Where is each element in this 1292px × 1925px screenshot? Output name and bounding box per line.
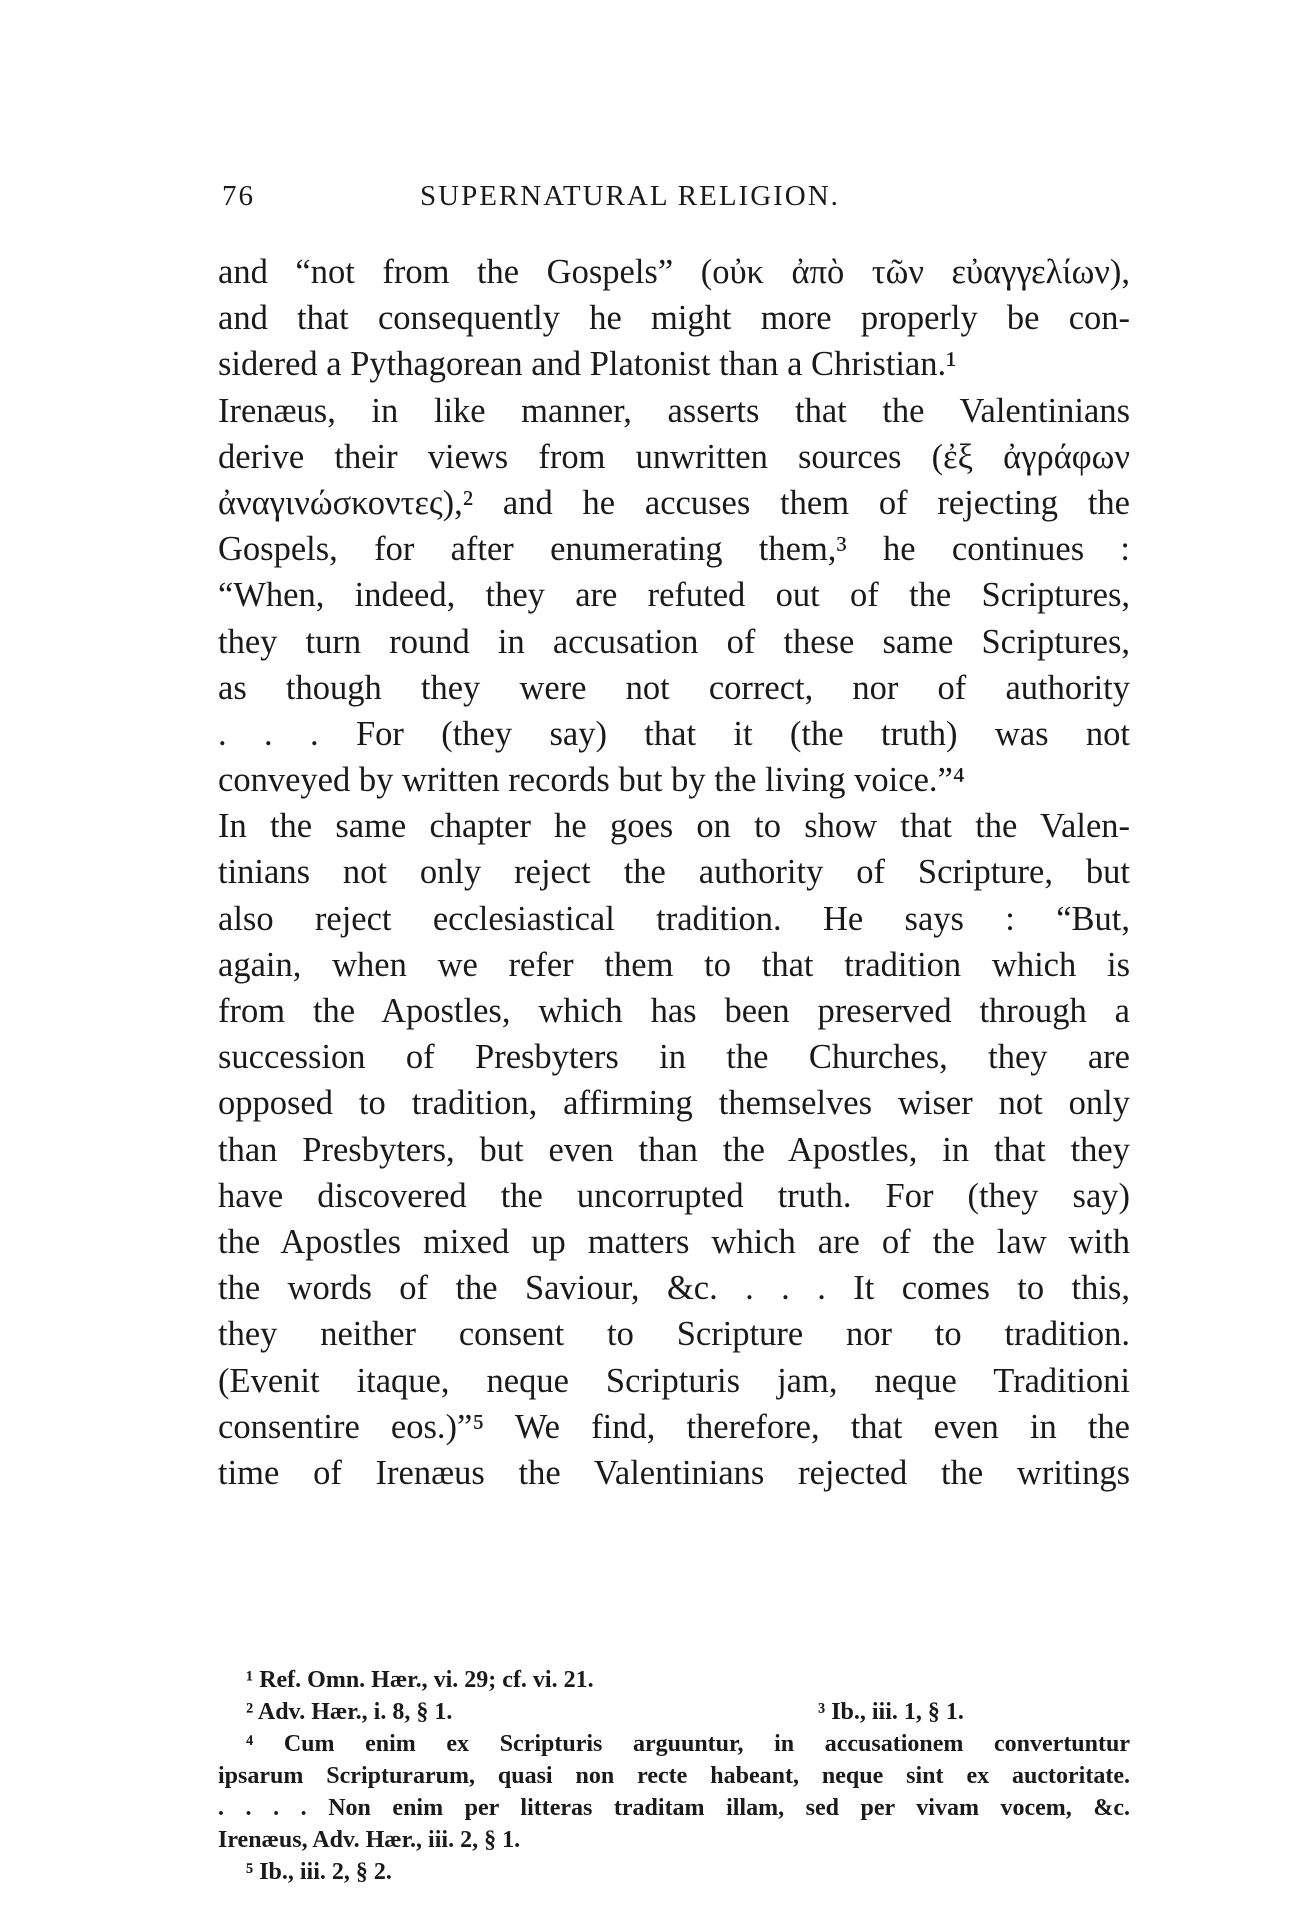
footnote-3: ³ Ib., iii. 1, § 1. — [818, 1699, 964, 1725]
text-line: “When, indeed, they are refuted out of the Scriptures, — [218, 576, 1130, 615]
text-line: and “not from the Gospels” (οὐκ ἀπὸ τῶν εὐαγγελίων), — [218, 253, 1130, 291]
text-line: also reject ecclesiastical tradition. He says : “But, — [218, 899, 1130, 938]
text-line: Irenæus, in like manner, asserts that the Valentinians — [218, 391, 1130, 430]
footnote-1: ¹ Ref. Omn. Hær., vi. 29; cf. vi. 21. — [246, 1667, 594, 1693]
text-line: they turn round in accusation of these same Scriptures, — [218, 622, 1130, 661]
footnote-5: ⁵ Ib., iii. 2, § 2. — [246, 1859, 392, 1885]
text-line: derive their views from unwritten sources (ἐξ ἀγράφων — [218, 437, 1130, 476]
text-line: and that consequently he might more properly be con- — [218, 299, 1130, 338]
text-line: have discovered the uncorrupted truth. For (they say) — [218, 1176, 1130, 1215]
text-line: Gospels, for after enumerating them,³ he continues : — [218, 530, 1130, 569]
text-line: time of Irenæus the Valentinians rejected the writings — [218, 1453, 1130, 1492]
footnote-row — [218, 1696, 1130, 1728]
running-head: SUPERNATURAL RELIGION. — [420, 180, 840, 212]
text-line: sidered a Pythagorean and Platonist than a Christian.¹ — [218, 345, 957, 384]
page-header — [222, 180, 1122, 220]
text-line: the words of the Saviour, &c. . . . It comes to this, — [218, 1269, 1130, 1308]
footnote-4-continued: ipsarum Scripturarum, quasi non recte habeant, neque sint ex auctoritate. — [218, 1763, 1130, 1789]
text-line: than Presbyters, but even than the Apostles, in that they — [218, 1130, 1130, 1169]
text-line: opposed to tradition, affirming themselves wiser not only — [218, 1084, 1130, 1123]
text-line: . . . For (they say) that it (the truth) was not — [218, 714, 1130, 753]
footnote-4: ⁴ Cum enim ex Scripturis arguuntur, in accusationem convertuntur — [246, 1731, 1130, 1757]
footnotes — [218, 1664, 1130, 1888]
text-line: conveyed by written records but by the living voice.”⁴ — [218, 761, 965, 800]
page-number: 76 — [222, 180, 255, 212]
text-line: from the Apostles, which has been preserved through a — [218, 992, 1130, 1030]
text-line: ἀναγινώσκοντες),² and he accuses them of rejecting the — [218, 483, 1130, 522]
text-line: consentire eos.)”⁵ We find, therefore, that even in the — [218, 1407, 1130, 1446]
text-line: (Evenit itaque, neque Scripturis jam, neque Traditioni — [218, 1361, 1130, 1400]
body-text — [218, 249, 1130, 1496]
text-line: tinians not only reject the authority of Scripture, but — [218, 853, 1130, 892]
footnote-4-continued: Irenæus, Adv. Hær., iii. 2, § 1. — [218, 1827, 521, 1853]
text-line: In the same chapter he goes on to show that the Valen- — [218, 807, 1130, 846]
text-line: as though they were not correct, nor of authority — [218, 668, 1130, 707]
text-line: again, when we refer them to that tradition which is — [218, 945, 1130, 984]
text-line: they neither consent to Scripture nor to tradition. — [218, 1315, 1130, 1354]
footnote-2: ² Adv. Hær., i. 8, § 1. — [246, 1699, 453, 1725]
text-line: succession of Presbyters in the Churches, they are — [218, 1038, 1130, 1077]
footnote-4-continued: . . . . Non enim per litteras traditam illam, sed per vivam vocem, &c. — [218, 1795, 1130, 1821]
text-line: the Apostles mixed up matters which are of the law with — [218, 1222, 1130, 1261]
